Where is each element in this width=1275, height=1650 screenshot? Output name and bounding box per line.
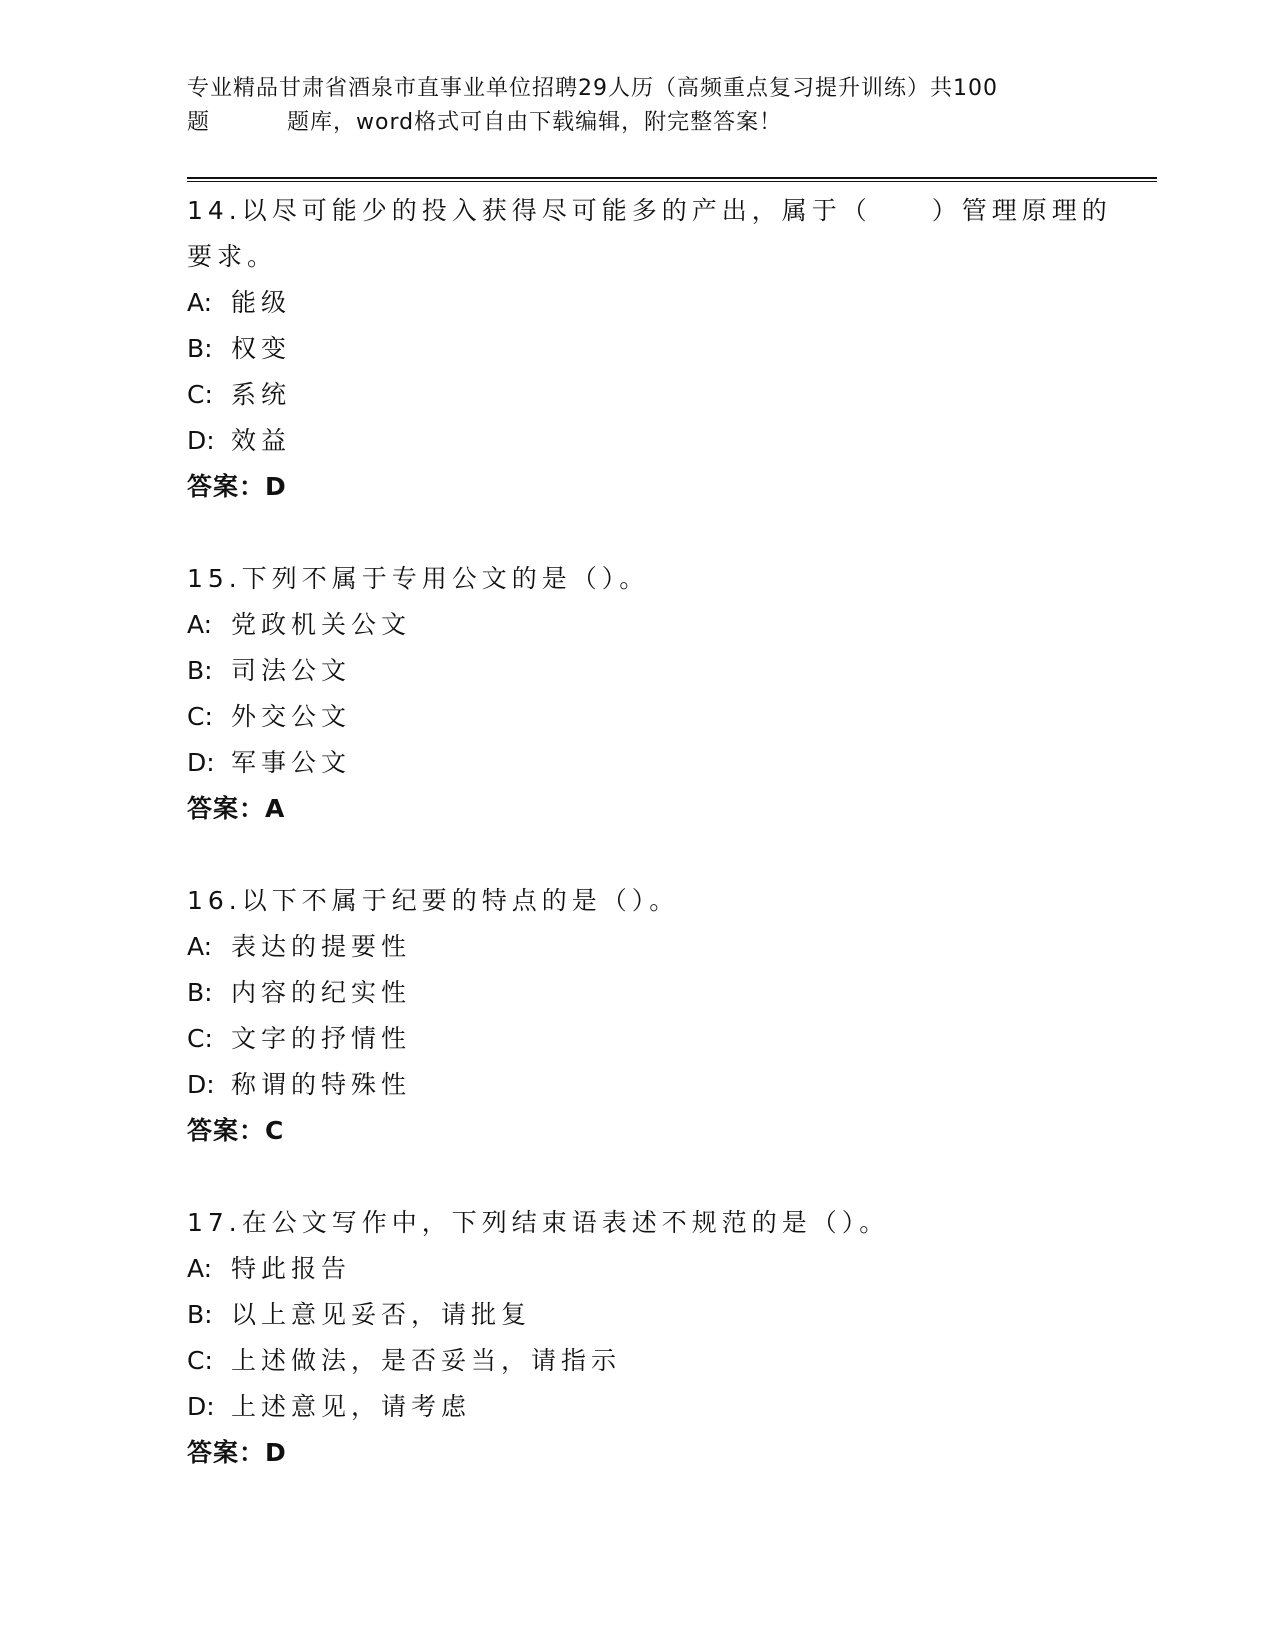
option-text: 军事公文 (231, 748, 352, 777)
option-letter: B: (187, 656, 213, 685)
option-text: 特此报告 (231, 1254, 352, 1283)
option-text: 内容的纪实性 (231, 978, 412, 1007)
page-header (187, 72, 1077, 140)
option-text: 效益 (231, 426, 292, 455)
option-text: 称谓的特殊性 (231, 1070, 412, 1099)
option-text: 上述意见，请考虑 (231, 1392, 472, 1421)
option-letter: D: (187, 426, 215, 455)
question-16 (187, 878, 1117, 1154)
option-letter: A: (187, 1254, 213, 1283)
question-list (187, 188, 1117, 1522)
option-text: 文字的抒情性 (231, 1024, 412, 1053)
question-stem: 16.以下不属于纪要的特点的是（）。 (187, 886, 680, 915)
option-a (187, 924, 1117, 970)
option-d (187, 418, 1117, 464)
option-b (187, 648, 1117, 694)
option-d (187, 1384, 1117, 1430)
option-letter: B: (187, 1300, 213, 1329)
option-b (187, 326, 1117, 372)
answer-value: C (265, 1116, 285, 1145)
option-a (187, 602, 1117, 648)
answer-value: D (265, 472, 287, 501)
option-letter: D: (187, 748, 215, 777)
answer-label: 答案： (187, 1438, 266, 1467)
option-b (187, 1292, 1117, 1338)
option-letter: C: (187, 1346, 213, 1375)
header-line-1 (187, 72, 1077, 106)
question-stem: 14.以尽可能少的投入获得尽可能多的产出，属于（ ）管理原理的要求。 (187, 196, 1112, 271)
answer-line (187, 1108, 1117, 1154)
option-letter: A: (187, 288, 213, 317)
option-text: 外交公文 (231, 702, 352, 731)
header-title-lead: 题 (187, 110, 211, 135)
header-title: 专业精品甘肃省酒泉市直事业单位招聘29人历（高频重点复习提升训练）共100 (187, 76, 998, 101)
option-letter: A: (187, 610, 213, 639)
answer-line (187, 464, 1117, 510)
header-title-continuation: 题库，word格式可自由下载编辑，附完整答案！ (287, 110, 783, 135)
answer-label: 答案： (187, 472, 266, 501)
option-a (187, 280, 1117, 326)
option-c (187, 1016, 1117, 1062)
option-letter: D: (187, 1392, 215, 1421)
header-line-2 (187, 106, 1077, 140)
question-17 (187, 1200, 1117, 1476)
question-14 (187, 188, 1117, 510)
option-c (187, 694, 1117, 740)
option-a (187, 1246, 1117, 1292)
option-letter: B: (187, 978, 213, 1007)
answer-line (187, 786, 1117, 832)
option-text: 系统 (231, 380, 292, 409)
question-stem: 17.在公文写作中，下列结束语表述不规范的是（）。 (187, 1208, 890, 1237)
header-divider (187, 177, 1157, 182)
option-letter: C: (187, 1024, 213, 1053)
option-letter: B: (187, 334, 213, 363)
option-text: 能级 (231, 288, 292, 317)
option-letter: D: (187, 1070, 215, 1099)
option-c (187, 372, 1117, 418)
option-letter: C: (187, 702, 213, 731)
answer-label: 答案： (187, 794, 266, 823)
answer-value: D (265, 1438, 287, 1467)
question-stem: 15.下列不属于专用公文的是（）。 (187, 564, 650, 593)
option-letter: C: (187, 380, 213, 409)
option-text: 上述做法，是否妥当，请指示 (231, 1346, 622, 1375)
answer-label: 答案： (187, 1116, 266, 1145)
answer-line (187, 1430, 1117, 1476)
option-c (187, 1338, 1117, 1384)
option-d (187, 740, 1117, 786)
option-text: 以上意见妥否，请批复 (231, 1300, 532, 1329)
option-text: 司法公文 (231, 656, 352, 685)
option-d (187, 1062, 1117, 1108)
answer-value: A (265, 794, 286, 823)
option-text: 表达的提要性 (231, 932, 412, 961)
option-b (187, 970, 1117, 1016)
option-text: 党政机关公文 (231, 610, 412, 639)
option-letter: A: (187, 932, 213, 961)
option-text: 权变 (231, 334, 292, 363)
question-15 (187, 556, 1117, 832)
